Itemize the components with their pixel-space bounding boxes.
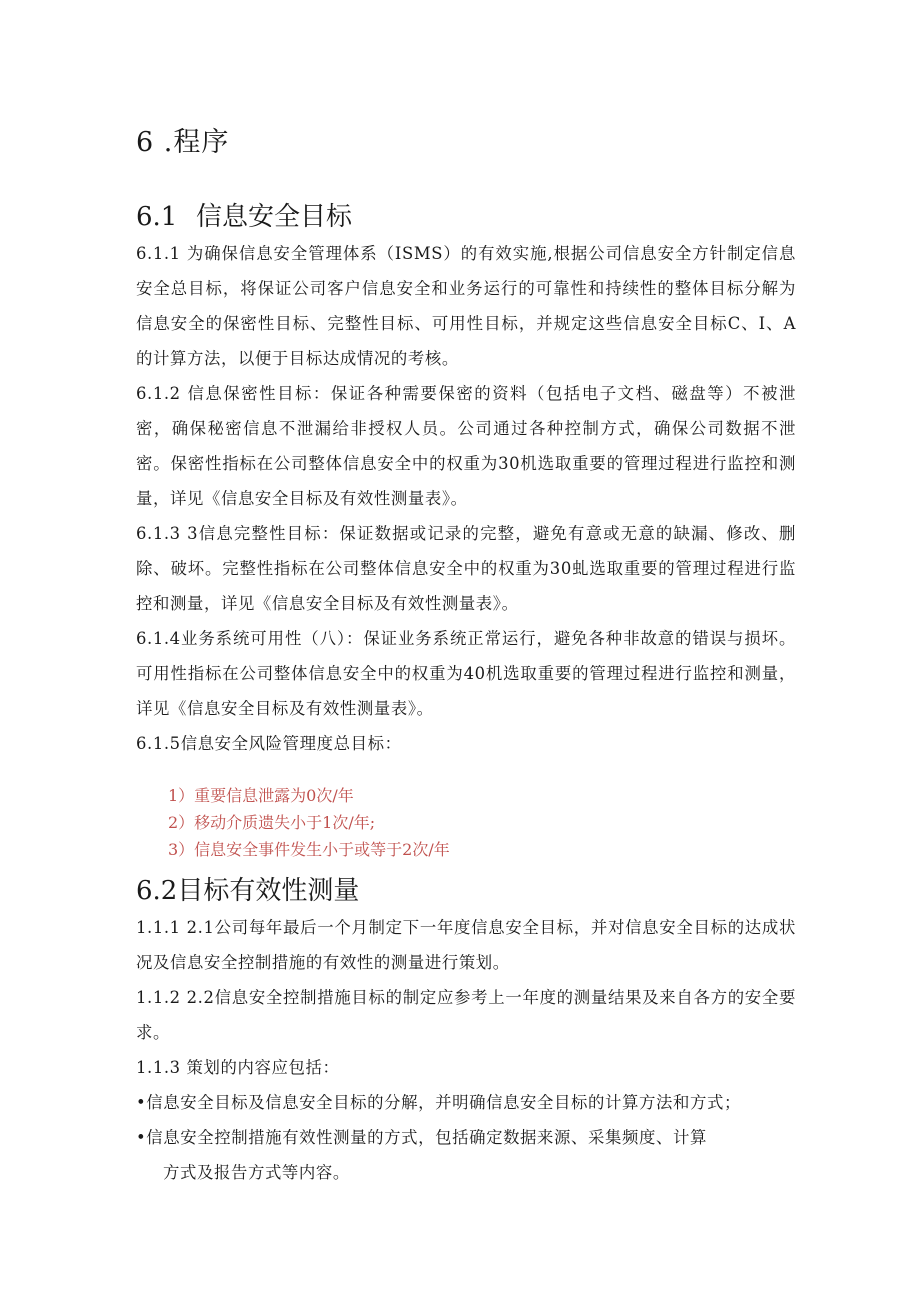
paragraph-6-1-3: 6.1.3 3信息完整性目标：保证数据或记录的完整，避免有意或无意的缺漏、修改、删除、破坏。完整性指标在公司整体信息安全中的权重为30虬选取重要的管理过程进行监控和测量，详见《信息安全目标及有效性测量表》。 <box>136 524 796 613</box>
list-item: 3）信息安全事件发生小于或等于2次/年 <box>168 840 450 859</box>
bullet-item-1: •信息安全目标及信息安全目标的分解，并明确信息安全目标的计算方法和方式； <box>136 1093 741 1112</box>
paragraph-6-1-4: 6.1.4业务系统可用性（八）：保证业务系统正常运行，避免各种非故意的错误与损坏。可用性指标在公司整体信息安全中的权重为40机选取重要的管理过程进行监控和测量，详见《信息安全目标及有效性测量表》。 <box>136 629 796 718</box>
risk-goals-list <box>168 782 768 863</box>
paragraph-1-1-3: 1.1.3 策划的内容应包括： <box>136 1058 340 1077</box>
paragraph-6-1-1: 6.1.1 为确保信息安全管理体系（ISMS）的有效实施,根据公司信息安全方针制定信息安全总目标，将保证公司客户信息安全和业务运行的可靠性和持续性的整体目标分解为信息安全的保密性目标、完整性目标、可用性目标，并规定这些信息安全目标C、I、A的计算方法，以便于目标达成情况的考核。 <box>136 244 796 368</box>
paragraph-6-1-2: 6.1.2 信息保密性目标：保证各种需要保密的资料（包括电子文档、磁盘等）不被泄密，确保秘密信息不泄漏给非授权人员。公司通过各种控制方式，确保公司数据不泄密。保密性指标在公司整体信息安全中的权重为30机选取重要的管理过程进行监控和测量，详见《信息安全目标及有效性测量表》。 <box>136 384 796 508</box>
list-item: 1）重要信息泄露为0次/年 <box>168 786 354 805</box>
section-6-2-body <box>136 910 796 1190</box>
section-heading-6: 6 .程序 <box>136 127 230 158</box>
paragraph-1-1-1: 1.1.1 2.1公司每年最后一个月制定下一年度信息安全目标，并对信息安全目标的达成状况及信息安全控制措施的有效性的测量进行策划。 <box>136 918 796 972</box>
heading-6-1-title: 信息安全目标 <box>196 202 353 232</box>
paragraph-6-1-5: 6.1.5信息安全风险管理度总目标： <box>136 734 402 753</box>
list-item: 2）移动介质遗失小于1次/年; <box>168 813 376 832</box>
section-6-1-body <box>136 236 796 761</box>
bullet-item-2-line-2: 方式及报告方式等内容。 <box>163 1163 350 1182</box>
paragraph-1-1-2: 1.1.2 2.2信息安全控制措施目标的制定应参考上一年度的测量结果及来自各方的安全要求。 <box>136 988 796 1042</box>
heading-6-1-number: 6.1 <box>136 202 178 232</box>
heading-6-1 <box>136 196 352 233</box>
heading-6-2: 6.2目标有效性测量 <box>136 876 360 906</box>
bullet-item-2-line-1: •信息安全控制措施有效性测量的方式，包括确定数据来源、采集频度、计算 <box>136 1128 707 1147</box>
